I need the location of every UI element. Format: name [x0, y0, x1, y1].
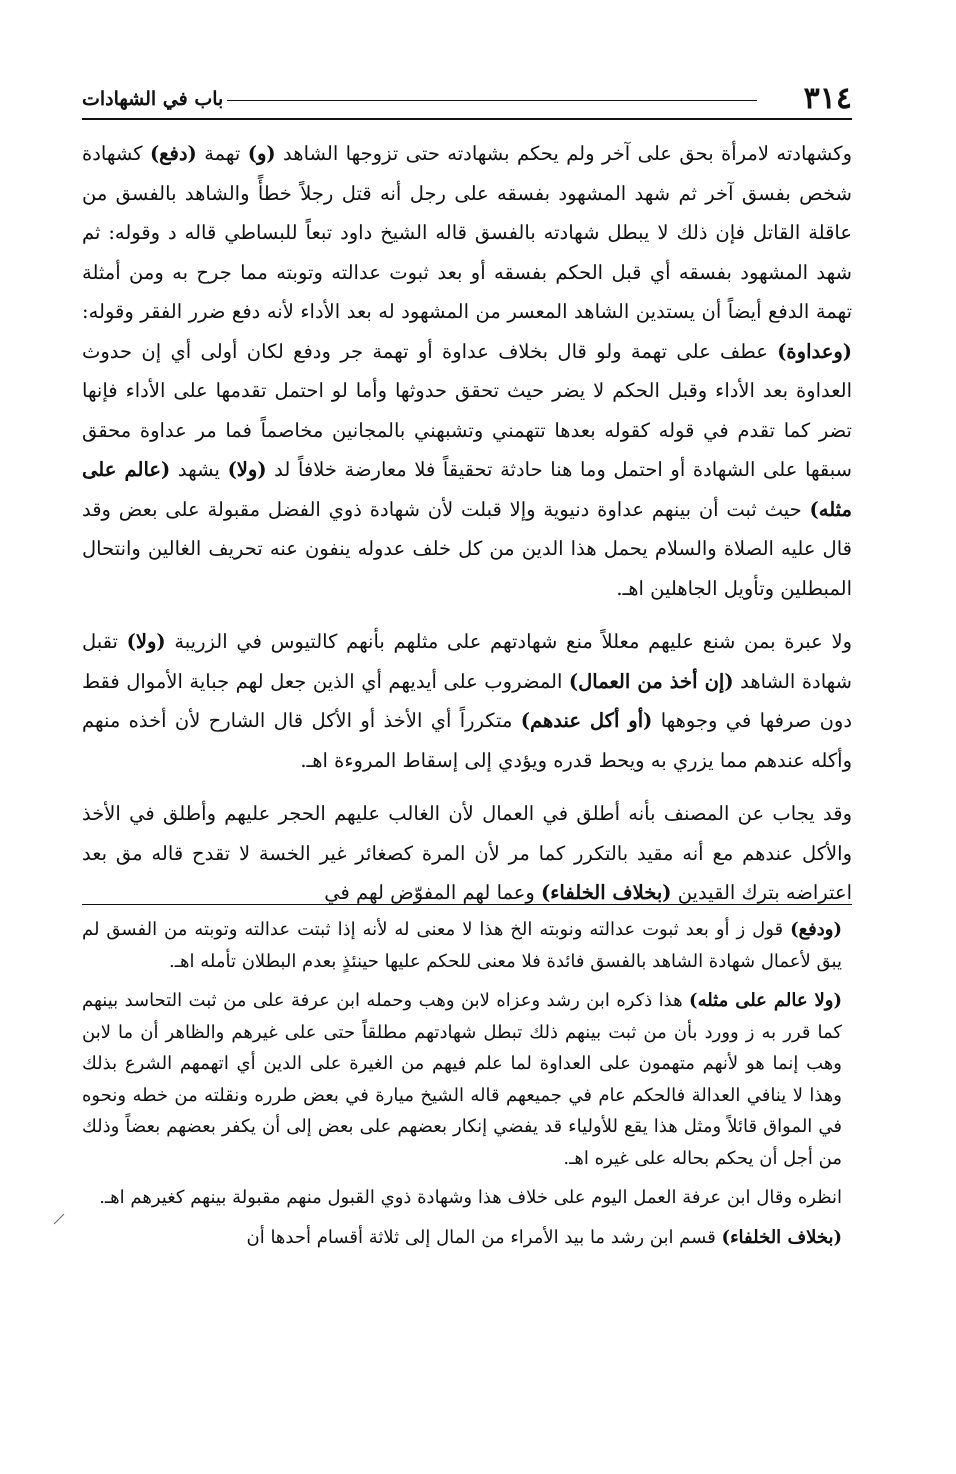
paragraph-3: وقد يجاب عن المصنف بأنه أطلق في العمال لأن الغالب عليهم الحجر عليهم وأطلق في الأخذ والأكل عندهم مع أنه مقيد بالتكرر كما مر لأن المرة كصغائر غير الخسة لا تقدح قاله مق بعد اعتراضه بترك القيدين (بخلاف الخلفاء) وعما لهم المفوّض لهم في	[82, 802, 852, 904]
footnotes	[82, 914, 842, 1261]
footnote-4: (بخلاف الخلفاء) قسم ابن رشد ما بيد الأمراء من المال إلى ثلاثة أقسام أحدها أن	[246, 1226, 842, 1248]
bold-term: (ولا عالم على مثله)	[689, 990, 842, 1011]
bold-term: (إن أخذ من العمال)	[568, 669, 734, 693]
bold-term: (بخلاف الخلفاء)	[721, 1226, 842, 1248]
footnote-3: انظره وقال ابن عرفة العمل اليوم على خلاف هذا وشهادة ذوي القبول منهم مقبولة بينهم كغيرهم اهـ.	[99, 1187, 842, 1208]
bold-term: (و)	[247, 142, 276, 165]
paragraph-1: وكشهادته لامرأة بحق على آخر ولم يحكم بشهادته حتى تزوجها الشاهد (و) تهمة (دفع) كشهادة شخص بفسق آخر ثم شهد المشهود بفسقه على رجل أنه قتل رجلاً خطأً والشاهد بالفسق من عاقلة القاتل فإن ذلك لا يبطل شهادته بالفسق قاله الشيخ داود تبعاً للبساطي قاله د وقوله: ثم شهد المشهود بفسقه أي قبل الحكم بفسقه أو بعد ثبوت عدالته وتوبته مما جرح به ومن أمثلة تهمة الدفع أيضاً أن يستدين الشاهد المعسر من المشهود له بعد الأداء لأنه دفع ضرر الفقر وقوله: (وعداوة) عطف على تهمة ولو قال بخلاف عداوة أو تهمة جر ودفع لكان أولى أي إن حدوث العداوة بعد الأداء وقبل الحكم لا يضر حيث تحقق حدوثها وأما لو احتمل تقدمها على الأداء فإنها تضر كما تقدم في قوله كقوله بعدها تتهمني وتشبهني بالمجانين مخاصماً فما مر عداوة محقق سبقها على الشهادة أو احتمل وما هنا حادثة تحقيقاً فلا معارضة خلافاً لد (ولا) يشهد (عالم على مثله) حيث ثبت أن بينهم عداوة دنيوية وإلا قبلت لأن شهادة ذوي الفضل مقبولة على بعض وقد قال عليه الصلاة والسلام يحمل هذا الدين من كل خلف عدوله ينفون عنه تحريف الغالين وانتحال المبطلين وتأويل الجاهلين اهـ.	[82, 142, 853, 600]
bold-term: (بخلاف الخلفاء)	[541, 881, 672, 904]
running-header	[82, 80, 852, 120]
bold-term: (ولا)	[227, 458, 267, 481]
paragraph-2: ولا عبرة بمن شنع عليهم معللاً منع شهادتهم على مثلهم بأنهم كالتيوس في الزريبة (ولا) تقبل شهادة الشاهد (إن أخذ من العمال) المضروب على أيديهم أي الذين جعل لهم جباية الأموال فقط دون صرفها في وجوهها (أو أكل عندهم) متكرراً أي الأخذ أو الأكل قال الشارح لأن أخذه منهم وأكله عندهم مما يزري به ويحط قدره ويؤدي إلى إسقاط المروءة اهـ.	[82, 630, 853, 772]
footnote-2: (ولا عالم على مثله) هذا ذكره ابن رشد وعزاه لابن وهب وحمله ابن عرفة على من ثبت التحاسد بينهم كما قرر به ز وورد بأن من ثبت بينهم ذلك تبطل شهادتهم مطلقاً حتى على غيرهم والظاهر أن ما لابن وهب إنما هو لأنهم متهمون على العداوة لما علم فيهم من الغيرة على الدين أي اتهمهم الشرع بذلك وهذا لا ينافي العدالة فالحكم عام في جميعهم قاله الشيخ ميارة في بعض طرره ونقلته من خطه ونحوه في المواق قائلاً ومثل هذا يقع للأولياء قد يفضي إنكار بعضهم على بعض إلى أن يكفر بعضهم بعضاً وذلك من أجل أن يحكم بحاله على غيره اهـ.	[82, 990, 842, 1169]
chapter-title: باب في الشهادات	[82, 88, 224, 110]
bold-term: (أو أكل عندهم)	[520, 709, 653, 732]
bold-term: (ودفع)	[790, 919, 842, 940]
bold-term: (وعداوة)	[777, 339, 852, 363]
footnote-1: (ودفع) قول ز أو بعد ثبوت عدالته ونوبته الخ هذا لا معنى له لأنه إذا ثبتت عدالته وتوبته من الفسق لم يبق لأعمال شهادة الشاهد بالفسق فائدة فلا معنى للحكم عليها حينئذٍ بعدم البطلان تأمله اهـ.	[82, 919, 842, 972]
header-rule	[82, 118, 852, 120]
header-dash	[227, 100, 757, 101]
main-text	[82, 134, 852, 927]
pen-mark-icon	[52, 1212, 66, 1226]
bold-term: (عالم على مثله)	[82, 458, 852, 521]
footnote-separator	[82, 904, 852, 905]
page-number: ٣١٤	[803, 81, 852, 116]
bold-term: (ولا)	[126, 630, 166, 653]
bold-term: (دفع)	[149, 142, 197, 165]
